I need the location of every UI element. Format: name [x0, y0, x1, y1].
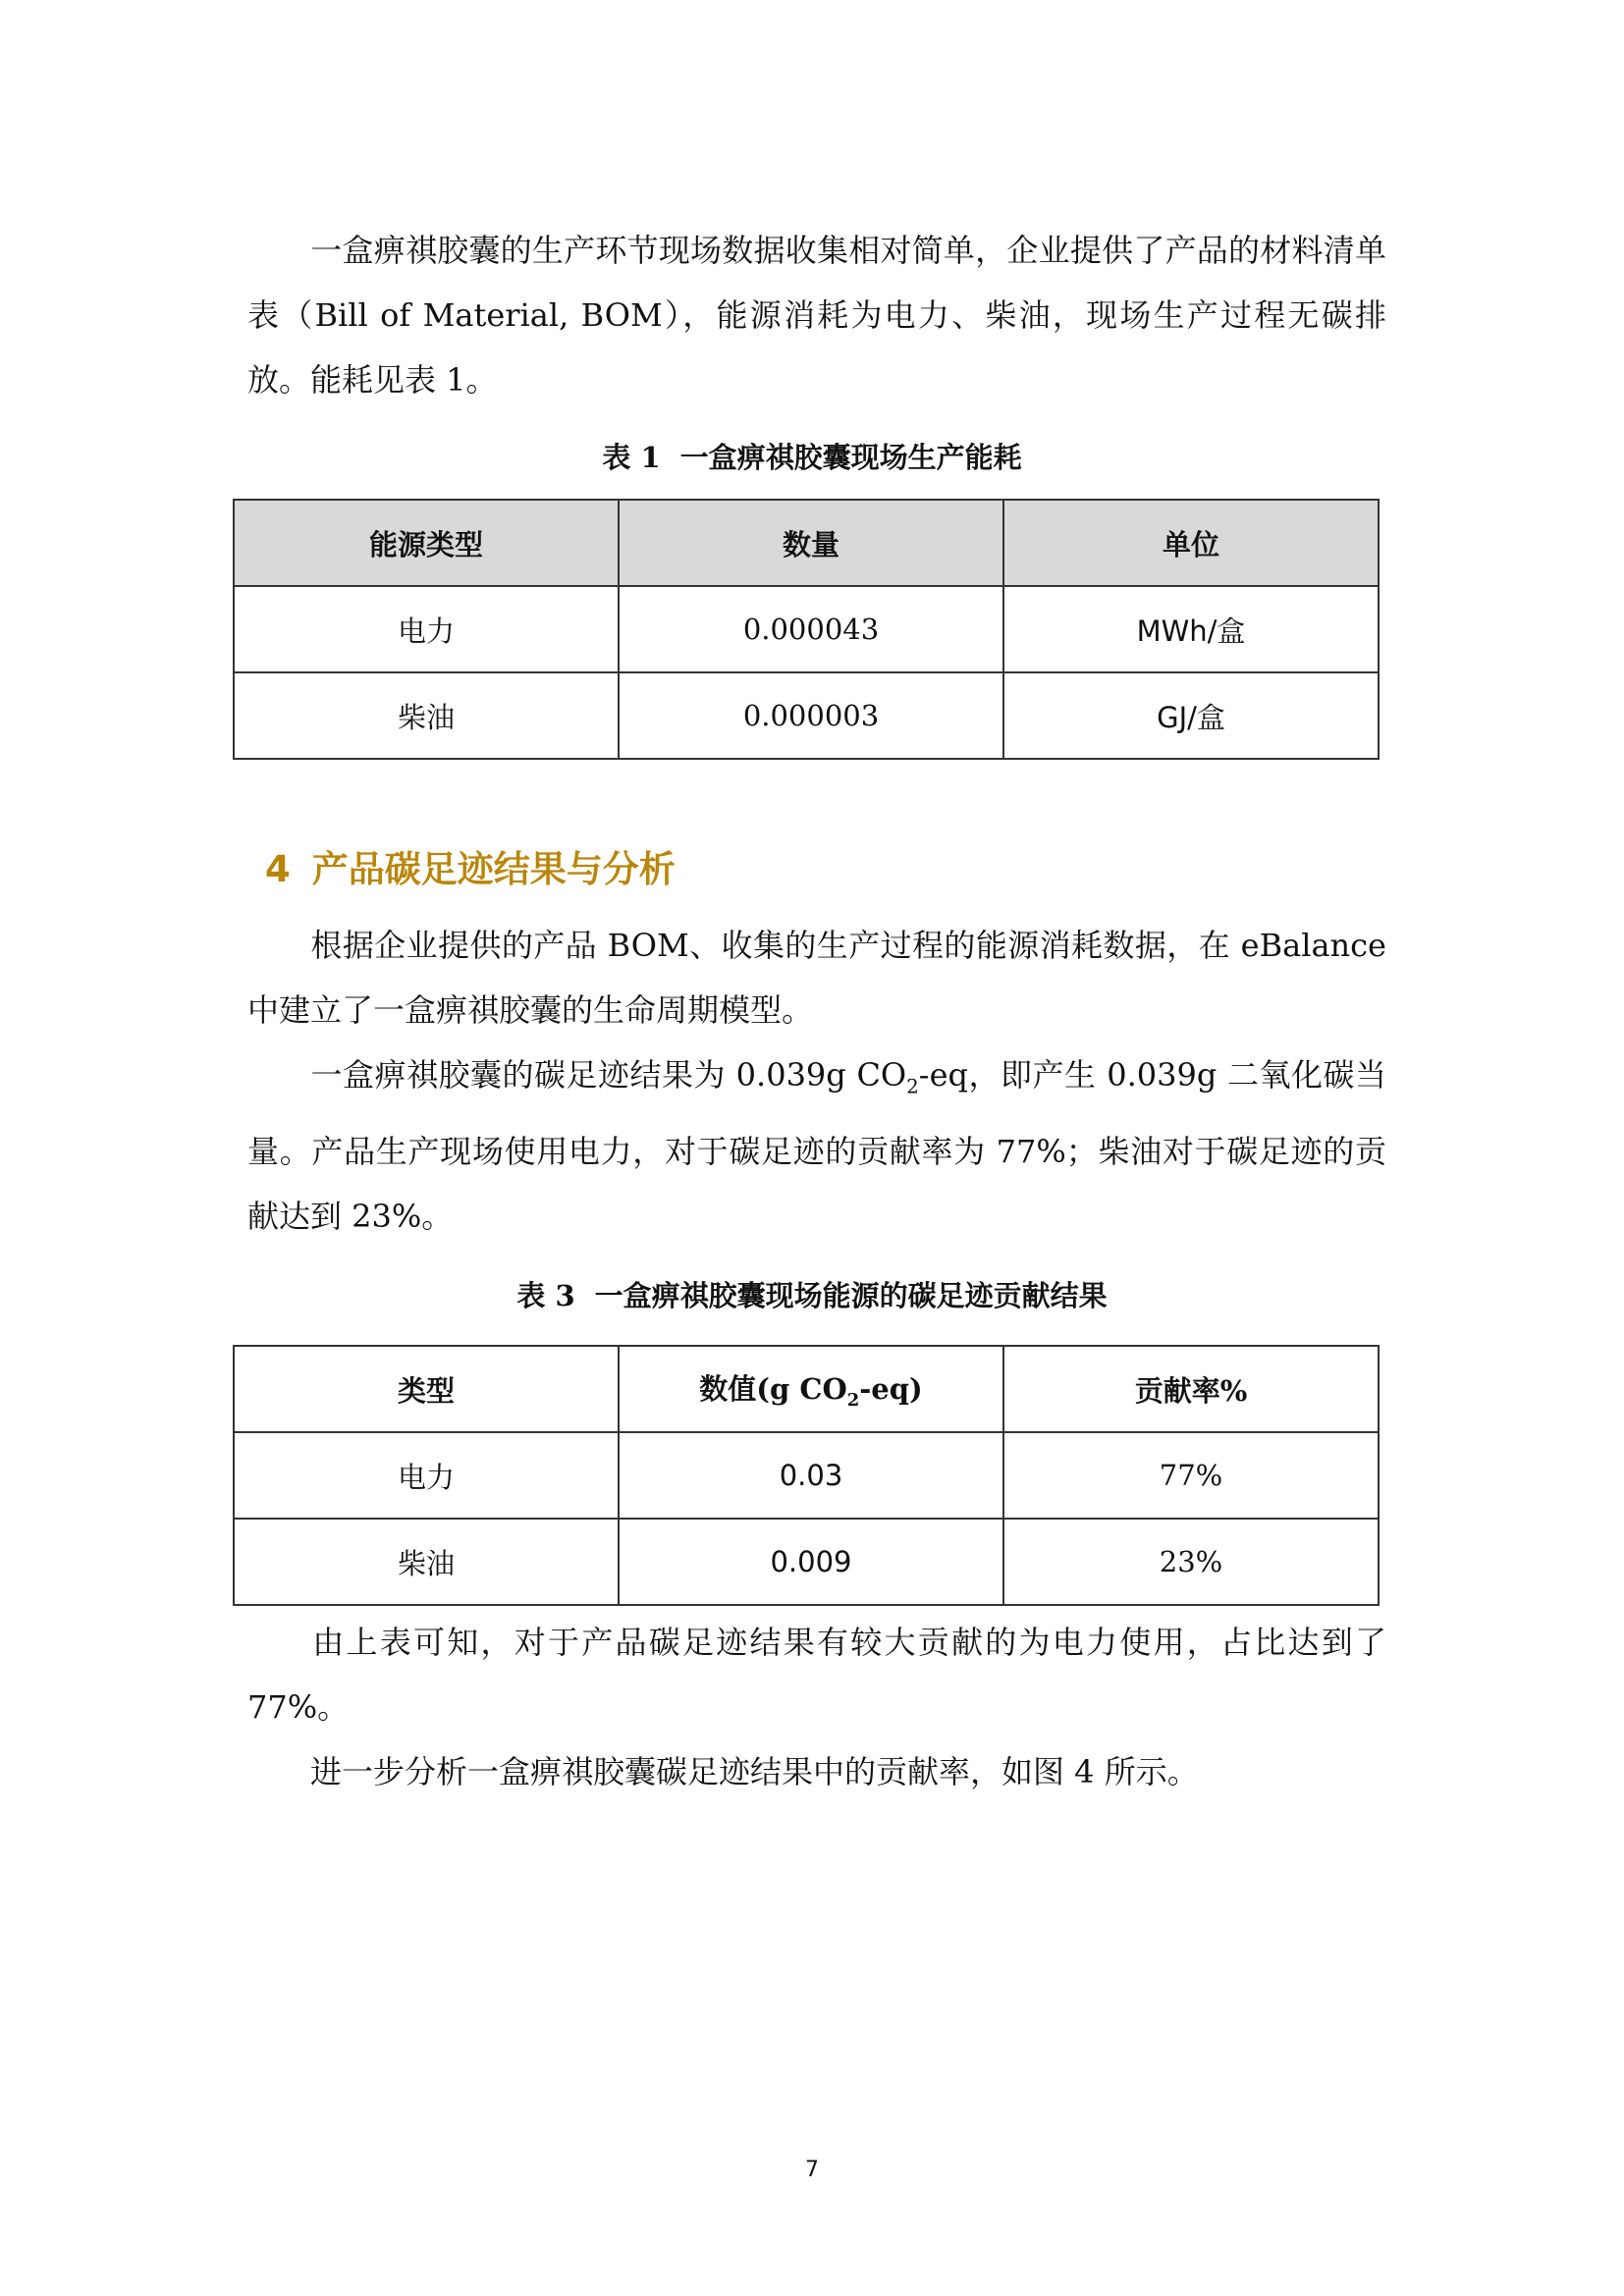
cell-quantity: 0.000003: [619, 672, 1003, 759]
energy-consumption-table: [233, 499, 1380, 760]
table-row: [234, 1432, 1379, 1519]
cell-rate: 23%: [1003, 1519, 1379, 1605]
header-unit: 单位: [1003, 500, 1379, 586]
carbon-contribution-table: [233, 1345, 1380, 1606]
header-value-subscript: 2: [846, 1389, 860, 1411]
cell-value: 0.03: [619, 1432, 1003, 1519]
paragraph-conclusion: [247, 1610, 1386, 1739]
cell-energy-type: 柴油: [234, 672, 619, 759]
paragraph-figure-ref-text: 进一步分析一盒痹祺胶囊碳足迹结果中的贡献率，如图 4 所示。: [310, 1753, 1199, 1790]
header-contribution-rate: 贡献率%: [1003, 1346, 1379, 1432]
intro-text: 一盒痹祺胶囊的生产环节现场数据收集相对简单，企业提供了产品的材料清单表（Bill of Material, BOM），能源消耗为电力、柴油，现场生产过程无碳排放。能耗见表 1。: [247, 232, 1386, 399]
paragraph-result-text-a: 一盒痹祺胶囊的碳足迹结果为 0.039g CO: [310, 1056, 907, 1094]
table3-caption-text: 一盒痹祺胶囊现场能源的碳足迹贡献结果: [594, 1279, 1108, 1312]
header-quantity: 数量: [619, 500, 1003, 586]
co2-subscript: 2: [906, 1075, 919, 1098]
intro-paragraph: [247, 218, 1386, 412]
table-row: [234, 672, 1379, 759]
cell-type: 电力: [234, 1432, 619, 1519]
table-header-row: [234, 500, 1379, 586]
cell-energy-type: 电力: [234, 586, 619, 672]
cell-rate: 77%: [1003, 1432, 1379, 1519]
table1-caption: [0, 436, 1624, 476]
table-header-row: [234, 1346, 1379, 1432]
paragraph-model: [247, 913, 1386, 1042]
paragraph-result: [247, 1042, 1386, 1249]
header-value-text-b: -eq): [859, 1372, 923, 1407]
cell-type: 柴油: [234, 1519, 619, 1605]
table1-caption-text: 一盒痹祺胶囊现场生产能耗: [679, 441, 1022, 474]
paragraph-conclusion-text: 由上表可知，对于产品碳足迹结果有较大贡献的为电力使用，占比达到了 77%。: [247, 1624, 1386, 1726]
header-type: 类型: [234, 1346, 619, 1432]
table1-caption-number: 表 1: [602, 441, 661, 474]
paragraph-result-text-b: -eq，即产生 0.039g 二氧化碳当量。产品生产现场使用电力，对于碳足迹的贡献率为 77%；柴油对于碳足迹的贡献达到 23%。: [247, 1056, 1386, 1236]
cell-unit: MWh/盒: [1003, 586, 1379, 672]
header-value-text-a: 数值(g CO: [699, 1372, 847, 1407]
cell-value: 0.009: [619, 1519, 1003, 1605]
section-number: 4: [265, 848, 291, 890]
page-number: 7: [805, 2158, 819, 2182]
section-heading: [265, 839, 676, 892]
table-row: [234, 586, 1379, 672]
section-title: 产品碳足迹结果与分析: [311, 848, 676, 890]
table-row: [234, 1519, 1379, 1605]
header-energy-type: 能源类型: [234, 500, 619, 586]
cell-quantity: 0.000043: [619, 586, 1003, 672]
table3-caption-number: 表 3: [516, 1279, 575, 1312]
header-value: [619, 1346, 1003, 1432]
table3-caption: [0, 1274, 1624, 1314]
paragraph-model-text: 根据企业提供的产品 BOM、收集的生产过程的能源消耗数据，在 eBalance 中建立了一盒痹祺胶囊的生命周期模型。: [247, 927, 1386, 1029]
cell-unit: GJ/盒: [1003, 672, 1379, 759]
paragraph-figure-ref: [247, 1739, 1386, 1804]
